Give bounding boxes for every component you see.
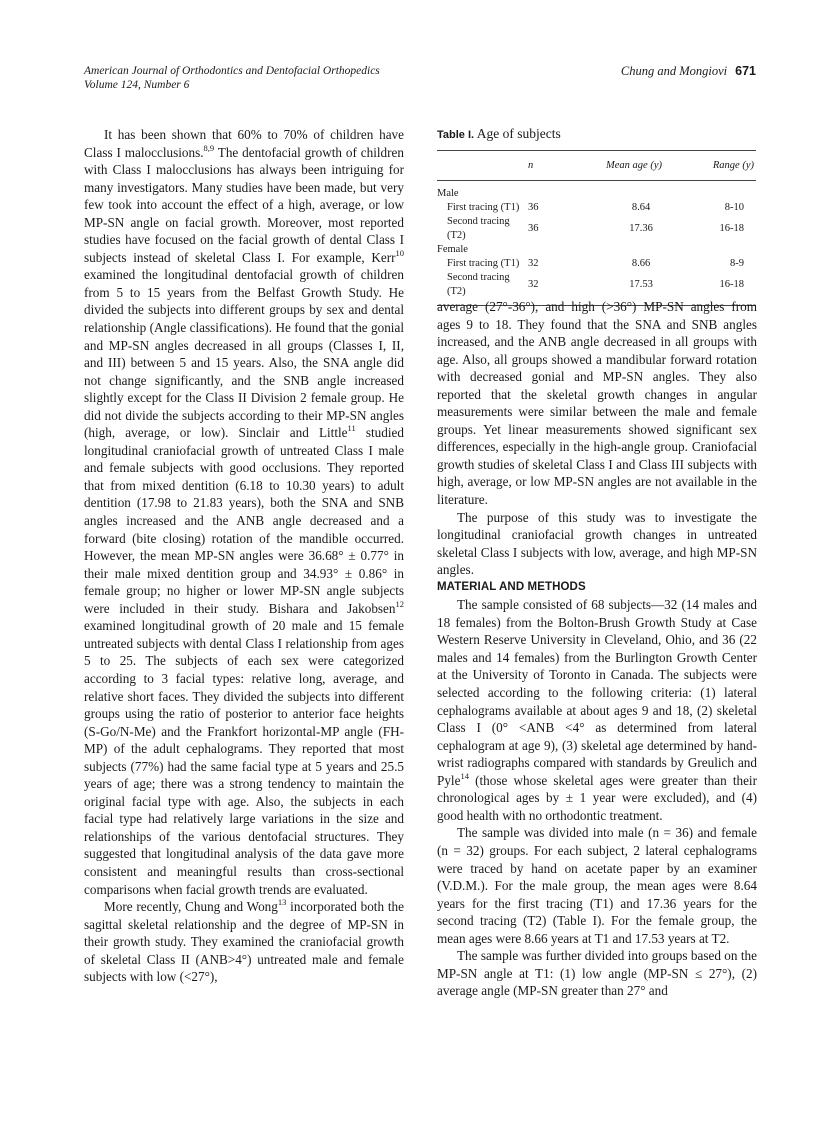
paragraph: The sample consisted of 68 subjects—32 (14 males and 18 females) from the Bolton-Brush Growth Study at Case Western Reserve University in Cleveland, Ohio, and 36 (22 males and 14 females) from the Burlington Growth Center at the University of Toronto in Canada. The subjects were selected according to the following criteria: (1) lateral cephalograms available at about ages 9 and 18, (2) skeletal Class I (0° <ANB <4° as determined from lateral cephalogram at age 9), (3) skeletal age determined by hand-wrist radiographs compared with standards by Greulich and Pyle$^{14}$ (those whose skeletal ages were greater than their chronological ages by ± 1 year were excluded), and (4) good health with no orthodontic treatment. <box>437 597 757 823</box>
cell-n: 36 <box>528 223 539 234</box>
paragraph: The sample was divided into male (n = 36) and female (n = 32) groups. For each subject, 2 lateral cephalograms were traced by hand on acetate paper by an examiner (V.D.M.). For the male group, the mean ages were 8.64 years for the first tracing (T1) and 17.36 years for the second tracing (T2) (Table I). For the female group, the mean ages were 8.66 years at T1 and 17.53 years at T2. <box>437 825 757 946</box>
citation-ref[interactable]: 8,9 <box>203 142 215 153</box>
right-column <box>437 298 757 1000</box>
citation-ref[interactable]: 13 <box>277 897 287 908</box>
cell-range: 8-10 <box>724 202 744 213</box>
paragraph: average (27°-36°), and high (>36°) MP-SN angles from ages 9 to 18. They found that the SNA and SNB angles increased, and the ANB angle decreased in all groups with age. Also, all groups showed a mandibular forward rotation with decreased gonial and MP-SN angles. They also reported that the skeletal growth changes in angular measurements were similar between the male and female groups. Yet linear measurements showed significant sex differences, especially in the high-angle group. Craniofacial growth studies of skeletal Class I and Class III subjects with high, average, or low MP-SN angles are not available in the literature. <box>437 299 757 508</box>
cell-mean: 8.64 <box>631 202 651 213</box>
cell-n: 32 <box>528 279 539 290</box>
table-caption <box>437 126 756 142</box>
paragraph: More recently, Chung and Wong$^{13}$ incorporated both the sagittal skeletal relationship and the degree of MP-SN in their growth study. They examined the craniofacial growth of skeletal Class II (ANB>4°) untreated male and female subjects with low (<27°), <box>84 897 404 985</box>
table-header-row <box>437 151 756 181</box>
row-label: First tracing (T1) <box>447 202 520 213</box>
cell-n: 32 <box>528 258 539 269</box>
group-label: Female <box>437 244 468 255</box>
row-label: Second tracing (T2) <box>447 216 510 241</box>
left-column <box>84 126 404 986</box>
section-heading: MATERIAL AND METHODS <box>437 580 586 593</box>
running-header-right <box>621 64 756 78</box>
group-label: Male <box>437 188 459 199</box>
row-label: First tracing (T1) <box>447 258 520 269</box>
column-header-range: Range (y) <box>712 160 754 171</box>
paragraph: The purpose of this study was to investigate the longitudinal craniofacial growth changes in untreated skeletal Class I subjects with low, average, and high MP-SN angles. <box>437 509 757 578</box>
citation-ref[interactable]: 14 <box>460 770 469 781</box>
column-header <box>437 151 528 181</box>
cell-mean: 17.53 <box>629 279 653 290</box>
cell-range: 8-9 <box>730 258 744 269</box>
paragraph: The sample was further divided into groups based on the MP-SN angle at T1: (1) low angle (MP-SN ≤ 27°), (2) average angle (MP-SN greater than 27° and <box>437 948 757 999</box>
page-number: 671 <box>735 64 756 78</box>
table-group-row <box>437 243 756 257</box>
table-age-of-subjects <box>437 126 756 306</box>
column-header-mean-age: Mean age (y) <box>606 160 662 171</box>
row-label: Second tracing (T2) <box>447 272 510 297</box>
table-row <box>437 215 756 243</box>
cell-mean: 17.36 <box>629 223 653 234</box>
citation-ref[interactable]: 12 <box>395 598 404 609</box>
table-row <box>437 257 756 271</box>
data-table <box>437 150 756 306</box>
table-title: Age of subjects <box>476 126 561 141</box>
cell-range: 16-18 <box>719 279 744 290</box>
journal-volume: Volume 124, Number 6 <box>84 79 190 91</box>
table-row <box>437 201 756 215</box>
cell-range: 16-18 <box>719 223 744 234</box>
journal-title: American Journal of Orthodontics and Dentofacial Orthopedics <box>84 65 380 77</box>
running-authors: Chung and Mongiovi <box>620 64 728 78</box>
column-header-n: n <box>528 160 534 171</box>
running-header-journal <box>84 64 380 92</box>
paragraph: It has been shown that 60% to 70% of children have Class I malocclusions.$^{8,9}$ The dentofacial growth of children with Class I malocclusions has always been intriguing for many investigators. Many studies have been made, but very few took into account the effect of a high, average, or low MP-SN angle on facial growth. Moreover, most reported studies have focused on the facial growth of dental Class I subjects instead of skeletal Class I. For example, Kerr$^{10}$ examined the longitudinal dentofacial growth of children from 5 to 15 years from the Belfast Growth Study. He divided the subjects into different groups by sex and dental relationship (Angle classifications). He found that the gonial and MP-SN angles decreased in all groups (Classes I, II, and III) between 5 and 15 years. Also, the SNA angle did not change significantly, and the SNB angle increased slightly except for the Class II Division 2 female group. He did not divide the subjects according to their MP-SN angles (high, average, or low). Sinclair and Little$^{11}$ studied longitudinal craniofacial growth of untreated Class I male and female subjects with good occlusions. They reported that from mixed dentition (6.18 to 10.30 years) to adult dentition (17.98 to 21.83 years), both the SNA and SNB angles increased and the ANB angle decreased and a forward (bite closing) rotation of the mandible occurred. However, the mean MP-SN angles were 36.68° ± 0.77° in their male mixed dentition group and 34.93° ± 0.86° in female group; no higher or lower MP-SN angle subjects were included in their study. Bishara and Jakobsen$^{12}$ examined longitudinal growth of 20 male and 15 female untreated subjects with dental Class I relationship from ages 5 to 25. The subjects of each sex were categorized according to 3 facial types: relative long, average, and relative short faces. They divided the subjects into different groups using the ratio of posterior to anterior face heights (S-Go/N-Me) and the Frankfort horizontal-MP angle (FH-MP) of the adult cephalograms. They reported that most subjects (77%) had the same facial type at 5 years and 25.5 years of age; there was a strong tendency to maintain the original facial type with age. Also, the subjects in each facial type had relatively large variations in the size and relationships of the various dentofacial structures. They suggested that longitudinal analysis of the data gave more consistent and meaningful results than cross-sectional comparisons when facial growth trends are evaluated. <box>84 127 404 897</box>
table-label: Table I. <box>437 129 475 141</box>
cell-mean: 8.66 <box>631 258 651 269</box>
cell-n: 36 <box>528 202 539 213</box>
table-group-row <box>437 181 756 202</box>
citation-ref[interactable]: 10 <box>395 247 404 258</box>
citation-ref[interactable]: 11 <box>347 423 356 434</box>
